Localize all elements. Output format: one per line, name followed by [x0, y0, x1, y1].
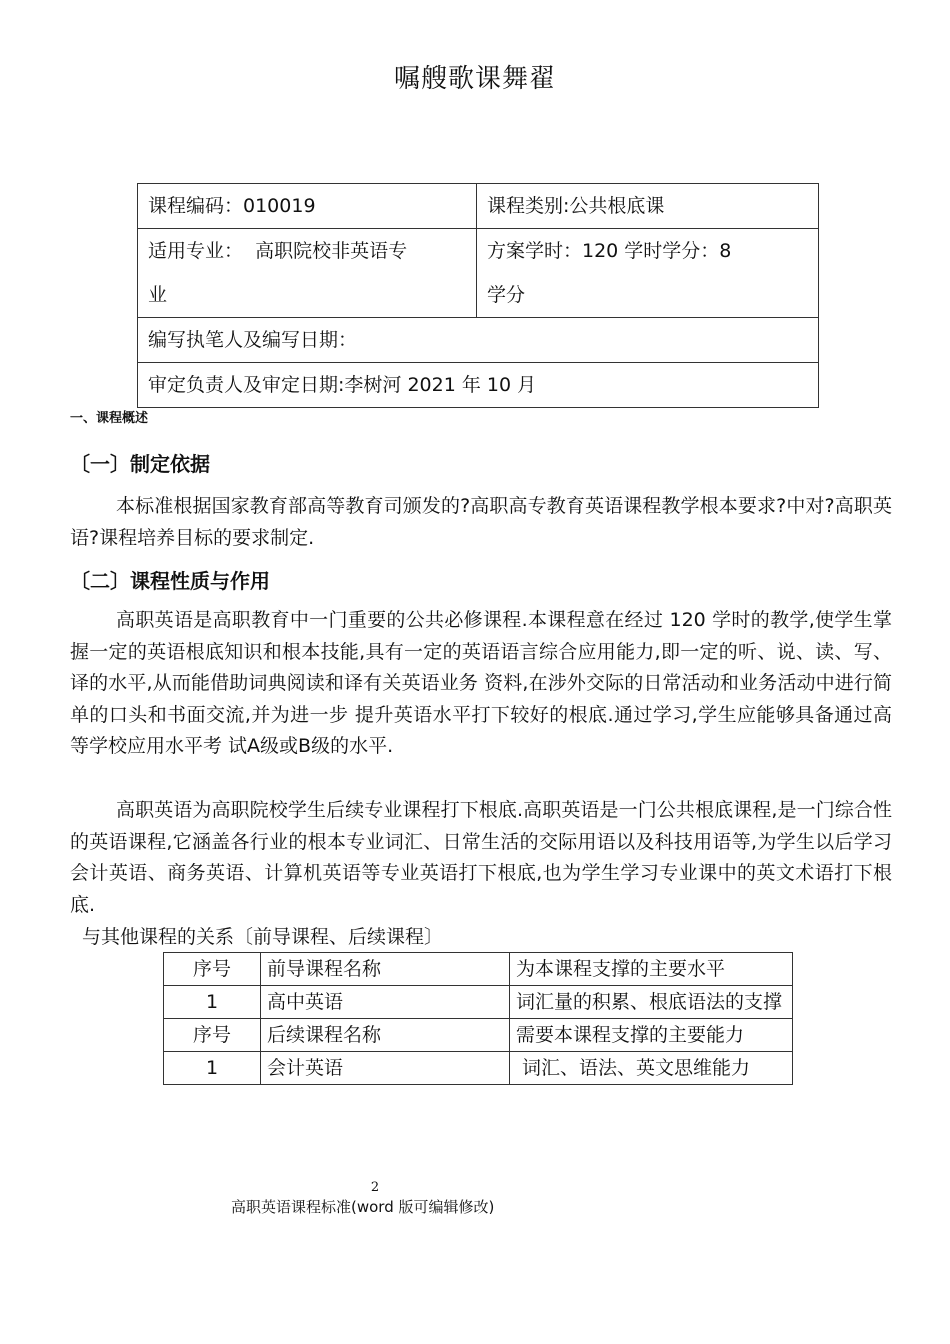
table-cell: 词汇、语法、英文思维能力	[510, 1052, 793, 1085]
table-row	[138, 363, 819, 408]
table-row	[138, 184, 819, 229]
table-cell: 为本课程支撑的主要水平	[510, 953, 793, 986]
table-row	[138, 318, 819, 363]
table-row	[164, 953, 793, 986]
reviewer-cell: 审定负责人及审定日期:李树河 2021 年 10 月	[138, 363, 819, 408]
paragraph: 高职英语为高职院校学生后续专业课程打下根底.高职英语是一门公共根底课程,是一门综合性的英语课程,它涵盖各行业的根本专业词汇、日常生活的交际用语以及科技用语等,为学生以后学习会计英语、商务英语、计算机英语等专业英语打下根底,也为学生学习专业课中的英文术语打下根底.	[70, 799, 892, 916]
table-row	[164, 986, 793, 1019]
table-cell: 序号	[164, 1019, 261, 1052]
relation-label: 与其他课程的关系〔前导课程、后续课程〕	[82, 926, 444, 948]
course-code-cell: 课程编码：010019	[138, 184, 477, 229]
page-title: 嘱艘歌课舞翟	[393, 64, 556, 94]
hours-line-2: 学分	[487, 284, 526, 306]
table-cell: 1	[164, 1052, 261, 1085]
page-number: 2	[370, 1180, 380, 1195]
table-row	[164, 1019, 793, 1052]
hours-cell	[477, 229, 819, 318]
course-type-cell: 课程类别:公共根底课	[477, 184, 819, 229]
table-cell: 高中英语	[261, 986, 510, 1019]
hours-line-1: 方案学时：120 学时学分：8	[487, 240, 732, 262]
subsection-heading: 〔二〕课程性质与作用	[70, 569, 270, 593]
table-cell: 序号	[164, 953, 261, 986]
major-line-1: 适用专业： 高职院校非英语专	[148, 240, 408, 262]
paragraph: 高职英语是高职教育中一门重要的公共必修课程.本课程意在经过 120 学时的教学,使学生掌握一定的英语根底知识和根本技能,具有一定的英语语言综合应用能力,即一定的听、说、读、写、译的水平,从而能借助词典阅读和译有关英语业务 资料,在涉外交际的日常活动和业务活动中进行简单的口头和书面交流,并为进一步 提升英语水平打下较好的根底.通过学习,学生应能够具备通过高等学校应用水平考 试A级或B级的水平.	[70, 609, 892, 757]
table-cell: 后续课程名称	[261, 1019, 510, 1052]
major-cell	[138, 229, 477, 318]
subsection-heading: 〔一〕制定依据	[70, 452, 210, 476]
course-info-table	[137, 183, 819, 408]
table-cell: 会计英语	[261, 1052, 510, 1085]
table-cell: 前导课程名称	[261, 953, 510, 986]
table-cell: 词汇量的积累、根底语法的支撑	[510, 986, 793, 1019]
writer-cell: 编写执笔人及编写日期：	[138, 318, 819, 363]
paragraph: 本标准根据国家教育部高等教育司颁发的?高职高专教育英语课程教学根本要求?中对?高职英语?课程培养目标的要求制定.	[70, 495, 892, 549]
course-relation-table	[163, 952, 793, 1085]
table-cell: 1	[164, 986, 261, 1019]
major-line-2: 业	[148, 284, 168, 306]
table-row	[138, 229, 819, 318]
table-cell: 需要本课程支撑的主要能力	[510, 1019, 793, 1052]
section-heading: 一、课程概述	[70, 411, 149, 426]
table-row	[164, 1052, 793, 1085]
footer-title: 高职英语课程标准(word 版可编辑修改)	[231, 1198, 495, 1216]
